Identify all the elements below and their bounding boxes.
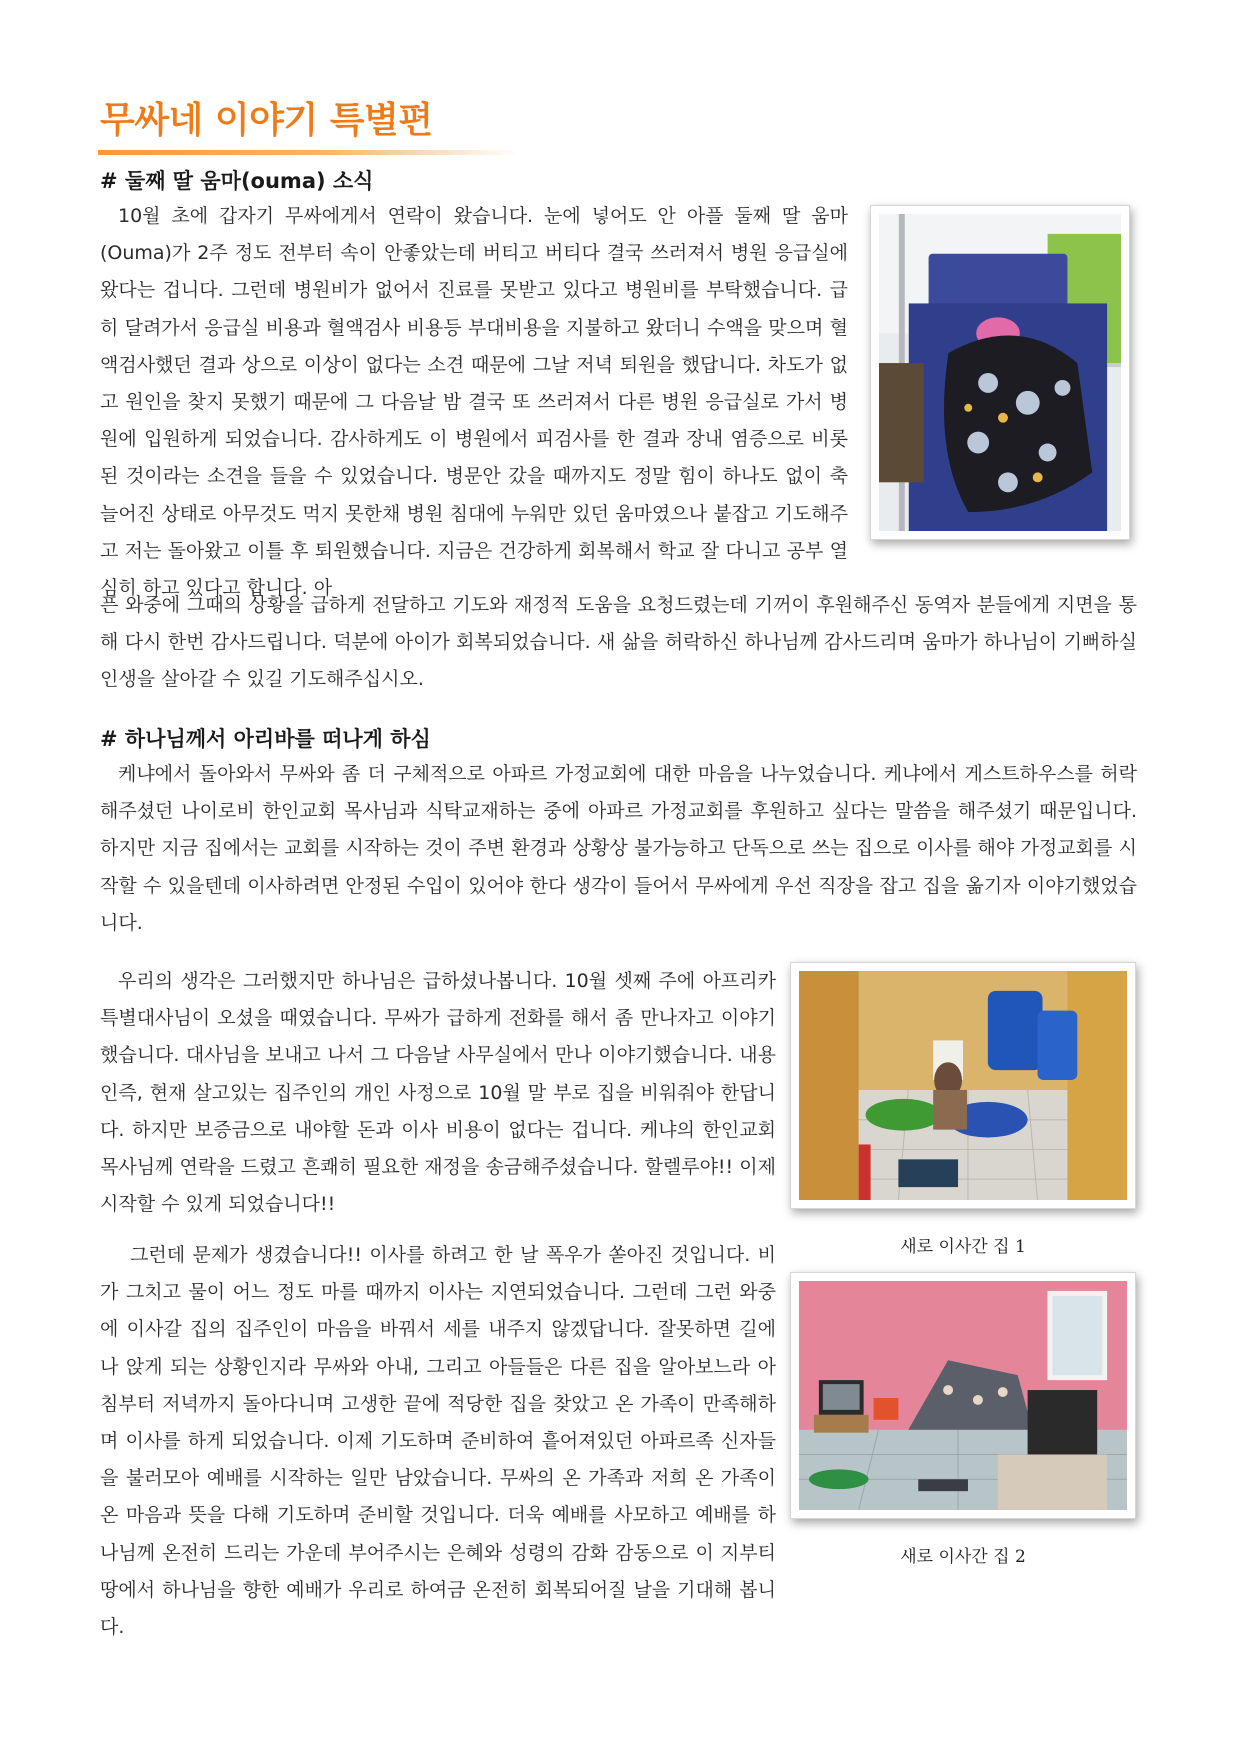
title-underline: [98, 150, 518, 155]
section2-heading: # 하나님께서 아리바를 떠나게 하심: [100, 727, 431, 751]
photo-caption-1: 새로 이사간 집 1: [900, 1237, 1026, 1257]
section1-heading: # 둘째 딸 움마(ouma) 소식: [100, 169, 374, 193]
section1-paragraph-wrapped: 10월 초에 갑자기 무싸에게서 연락이 왔습니다. 눈에 넣어도 안 아플 둘째 딸 움마(Ouma)가 2주 정도 전부터 속이 안좋았는데 버티고 버티다 결국 쓰러져서 병원 응급실에 왔다는 겁니다. 그런데 병원비가 없어서 진료를 못받고 있다고 병원비를 부탁했습니다. 급히 달려가서 응급실 비용과 혈액검사 비용등 부대비용을 지불하고 왔더니 수액을 맞으며 혈액검사했던 결과 상으로 이상이 없다는 소견 때문에 그날 저녁 퇴원을 했답니다. 차도가 없고 원인을 찾지 못했기 때문에 그 다음날 밤 결국 또 쓰러져서 다른 병원 응급실로 가서 병원에 입원하게 되었습니다. 감사하게도 이 병원에서 피검사를 한 결과 장내 염증으로 비롯된 것이라는 소견을 들을 수 있었습니다. 병문안 갔을 때까지도 정말 힘이 하나도 없이 축 늘어진 상태로 아무것도 먹지 못한채 병원 침대에 누워만 있던 움마였으나 붙잡고 기도해주고 저는 돌아왔고 이틀 후 퇴원했습니다. 지금은 건강하게 회복해서 학교 잘 다니고 공부 열심히 하고 있다고 합니다. 아: [100, 205, 848, 600]
page-title: 무싸네 이야기 특별편: [100, 100, 433, 141]
section2-paragraph-2: 우리의 생각은 그러했지만 하나님은 급하셨나봅니다. 10월 셋째 주에 아프리카 특별대사님이 오셨을 때였습니다. 무싸가 급하게 전화를 해서 좀 만나자고 이야기했습니다. 대사님을 보내고 나서 그 다음날 사무실에서 만나 이야기했습니다. 내용인즉, 현재 살고있는 집주인의 개인 사정으로 10월 말 부로 집을 비워줘야 한답니다. 하지만 보증금으로 내야할 돈과 이사 비용이 없다는 겁니다. 케냐의 한인교회 목사님께 연락을 드렸고 흔쾌히 필요한 재정을 송금해주셨습니다. 할렐루야!! 이제 시작할 수 있게 되었습니다!!: [100, 970, 776, 1216]
section1-paragraph-full: 픈 와중에 그때의 상황을 급하게 전달하고 기도와 재정적 도움을 요청드렸는데 기꺼이 후원해주신 동역자 분들에게 지면을 통해 다시 한번 감사드립니다. 덕분에 아이가 회복되었습니다. 새 삶을 허락하신 하나님께 감사드리며 움마가 하나님이 기뻐하실 인생을 살아갈 수 있길 기도해주십시오.: [100, 594, 1137, 691]
photo-new-house-1: [790, 962, 1136, 1209]
photo-caption-2: 새로 이사간 집 2: [900, 1547, 1026, 1567]
photo-hospital-bed: [870, 205, 1130, 540]
photo-new-house-2: [790, 1272, 1136, 1519]
new-house-1-illustration: [799, 971, 1127, 1200]
section2-paragraph-3: 그런데 문제가 생겼습니다!! 이사를 하려고 한 날 폭우가 쏟아진 것입니다. 비가 그치고 물이 어느 정도 마를 때까지 이사는 지연되었습니다. 그런데 그런 와중에 이사갈 집의 집주인이 마음을 바꿔서 세를 내주지 않겠답니다. 잘못하면 길에 나 앉게 되는 상황인지라 무싸와 아내, 그리고 아들들은 다른 집을 알아보느라 아침부터 저녁까지 돌아다니며 고생한 끝에 적당한 집을 찾았고 온 가족이 만족해하며 이사를 하게 되었습니다. 이제 기도하며 준비하여 흩어져있던 아파르족 신자들을 불러모아 예배를 시작하는 일만 남았습니다. 무싸의 온 가족과 저희 온 가족이 온 마음과 뜻을 다해 기도하며 준비할 것입니다. 더욱 예배를 사모하고 예배를 하나님께 온전히 드리는 가운데 부어주시는 은혜와 성령의 감화 감동으로 이 지부티 땅에서 하나님을 향한 예배가 우리로 하여금 온전히 회복되어질 날을 기대해 봅니다.: [100, 1244, 776, 1639]
new-house-2-illustration: [799, 1281, 1127, 1510]
hospital-bed-illustration: [879, 214, 1121, 531]
section2-paragraph-1: 케냐에서 돌아와서 무싸와 좀 더 구체적으로 아파르 가정교회에 대한 마음을 나누었습니다. 케냐에서 게스트하우스를 허락해주셨던 나이로비 한인교회 목사님과 식탁교재하는 중에 아파르 가정교회를 후원하고 싶다는 말씀을 해주셨기 때문입니다. 하지만 지금 집에서는 교회를 시작하는 것이 주변 환경과 상황상 불가능하고 단독으로 쓰는 집으로 이사를 해야 가정교회를 시작할 수 있을텐데 이사하려면 안정된 수입이 있어야 한다 생각이 들어서 무싸에게 우선 직장을 잡고 집을 옮기자 이야기했었습니다.: [100, 763, 1137, 934]
